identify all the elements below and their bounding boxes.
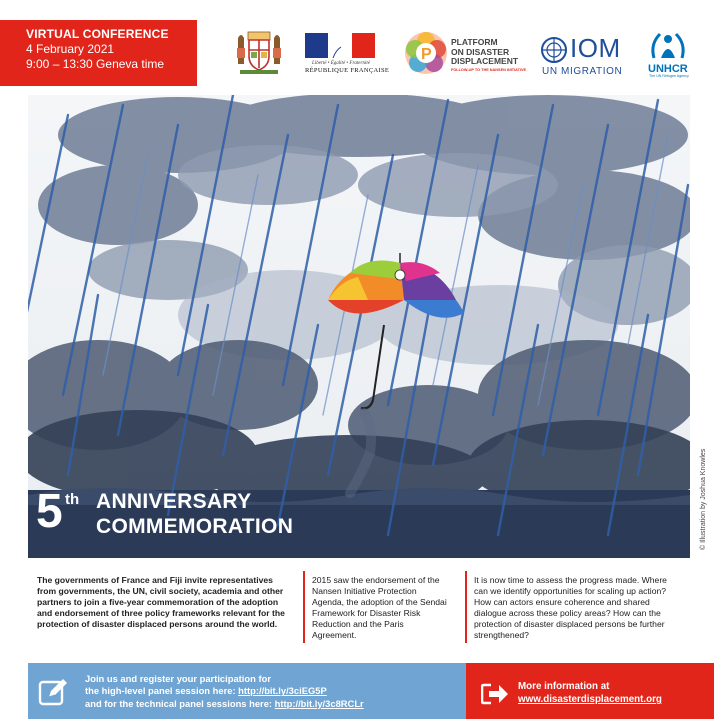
unhcr-subtitle: The UN Refugee Agency bbox=[649, 74, 689, 78]
conference-banner bbox=[0, 20, 197, 86]
unhcr-logo bbox=[648, 30, 692, 78]
conference-time: 9:00 – 13:30 Geneva time bbox=[26, 57, 165, 71]
iom-subtitle: UN MIGRATION bbox=[542, 66, 623, 77]
anniversary-title bbox=[36, 486, 356, 544]
unhcr-emblem-icon bbox=[648, 30, 688, 62]
registration-line3-text: and for the technical panel sessions here: bbox=[85, 697, 275, 709]
pdd-flower-icon bbox=[403, 30, 449, 76]
france-motto: Liberté • Égalité • Fraternité bbox=[312, 61, 370, 66]
website-link[interactable]: www.disasterdisplacement.org bbox=[518, 694, 662, 705]
pdd-subtitle: FOLLOW-UP TO THE NANSEN INITIATIVE bbox=[451, 68, 527, 72]
pdd-line1: PLATFORM bbox=[451, 37, 498, 47]
registration-line3 bbox=[85, 698, 364, 710]
questions-paragraph: It is now time to assess the progress made. Where can we identify opportunities for scaling up action? How can actors ensure coherence and shared dialogue across these policy areas? How can the protection of disaster displaced persons be further strengthened? bbox=[465, 571, 675, 643]
pdd-logo bbox=[403, 30, 527, 78]
high-level-panel-link[interactable]: http://bit.ly/3ciEG5P bbox=[238, 685, 327, 697]
intro-paragraph: The governments of France and Fiji invite representatives from governments, the UN, civil society, academia and other partners to join a five-year commemoration of the adoption and endorsement of three policy frameworks relevant for the protection of disaster displaced persons around the world. bbox=[37, 575, 285, 629]
title-line2: COMMEMORATION bbox=[96, 515, 294, 538]
registration-line2 bbox=[85, 685, 364, 697]
republique-francaise-logo bbox=[305, 33, 390, 79]
title-suffix: th bbox=[65, 491, 80, 508]
title-line1: ANNIVERSARY bbox=[96, 490, 252, 513]
svg-text:P: P bbox=[421, 46, 432, 63]
registration-banner bbox=[28, 663, 466, 719]
un-emblem-icon bbox=[540, 36, 568, 64]
pdd-line2: ON DISASTER bbox=[451, 46, 510, 57]
iom-logo bbox=[540, 33, 632, 78]
fiji-coat-of-arms-logo bbox=[234, 28, 284, 76]
unhcr-wordmark: UNHCR bbox=[648, 63, 688, 75]
registration-line1: Join us and register your participation for bbox=[85, 673, 271, 684]
more-info-banner bbox=[466, 663, 714, 719]
more-info-label: More information at bbox=[518, 681, 610, 692]
illustration-credit: © Illustration by Joshua Knowles bbox=[700, 448, 707, 550]
french-flag-icon bbox=[305, 33, 375, 58]
conference-date: 4 February 2021 bbox=[26, 42, 115, 56]
france-name: RÉPUBLIQUE FRANÇAISE bbox=[305, 67, 390, 74]
edit-form-icon bbox=[38, 677, 68, 707]
conference-title: VIRTUAL CONFERENCE bbox=[26, 27, 169, 41]
registration-line2-text: the high-level panel session here: bbox=[85, 685, 239, 697]
exit-arrow-icon bbox=[481, 683, 509, 705]
header bbox=[0, 0, 714, 95]
pdd-line3: DISPLACEMENT bbox=[451, 56, 519, 66]
technical-panel-link[interactable]: http://bit.ly/3c8RCLr bbox=[274, 697, 364, 709]
iom-wordmark: IOM bbox=[570, 33, 621, 63]
frameworks-paragraph: 2015 saw the endorsement of the Nansen Initiative Protection Agenda, the adoption of the Sendai Framework for Disaster Risk Reduction and the Paris Agreement. bbox=[303, 571, 448, 643]
title-number: 5 bbox=[36, 485, 63, 538]
